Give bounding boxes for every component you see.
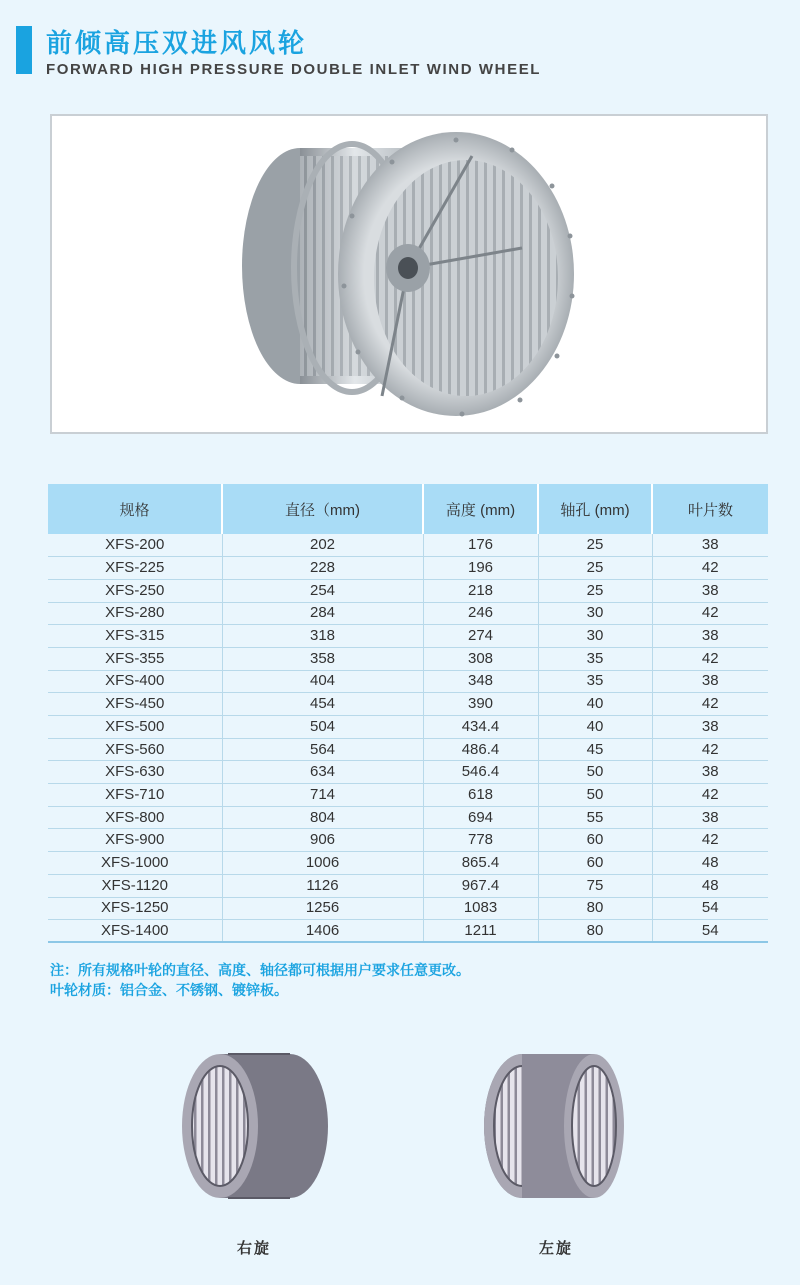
table-row	[48, 829, 768, 852]
table-header-row	[48, 484, 768, 534]
table-cell: 42	[652, 829, 768, 852]
table-cell: 778	[423, 829, 538, 852]
table-cell: 54	[652, 897, 768, 920]
table-row	[48, 647, 768, 670]
table-cell: XFS-1250	[48, 897, 222, 920]
table-cell: 38	[652, 670, 768, 693]
table-cell: XFS-200	[48, 534, 222, 557]
table-cell: 25	[538, 557, 652, 580]
table-cell: 865.4	[423, 852, 538, 875]
table-cell: 274	[423, 625, 538, 648]
spec-table	[48, 484, 768, 943]
table-cell: 42	[652, 693, 768, 716]
table-row	[48, 738, 768, 761]
table-row	[48, 806, 768, 829]
table-cell: 967.4	[423, 874, 538, 897]
table-cell: XFS-355	[48, 647, 222, 670]
table-cell: 25	[538, 534, 652, 557]
table-row	[48, 920, 768, 943]
table-cell: XFS-900	[48, 829, 222, 852]
table-cell: 906	[222, 829, 423, 852]
table-cell: 30	[538, 625, 652, 648]
table-cell: 486.4	[423, 738, 538, 761]
page-title: 前倾高压双进风风轮	[46, 28, 308, 58]
table-cell: XFS-800	[48, 806, 222, 829]
table-cell: 35	[538, 670, 652, 693]
table-cell: 42	[652, 738, 768, 761]
single-wheel-right-icon	[180, 1046, 330, 1206]
wheel-right-label: 右旋	[237, 1240, 272, 1257]
table-cell: 55	[538, 806, 652, 829]
table-cell: 1256	[222, 897, 423, 920]
table-cell: 202	[222, 534, 423, 557]
table-cell: 38	[652, 806, 768, 829]
table-cell: 60	[538, 829, 652, 852]
table-cell: XFS-400	[48, 670, 222, 693]
table-cell: 42	[652, 647, 768, 670]
table-cell: XFS-1400	[48, 920, 222, 943]
table-cell: 40	[538, 716, 652, 739]
table-cell: XFS-710	[48, 784, 222, 807]
table-row	[48, 761, 768, 784]
wheel-left-label: 左旋	[539, 1240, 574, 1257]
table-cell: 196	[423, 557, 538, 580]
table-cell: 1126	[222, 874, 423, 897]
table-cell: XFS-1000	[48, 852, 222, 875]
table-cell: 1083	[423, 897, 538, 920]
note-customization: 注：所有规格叶轮的直径、高度、轴径都可根据用户要求任意更改。	[50, 962, 470, 978]
wheel-left-rotation	[482, 1046, 632, 1206]
table-cell: XFS-225	[48, 557, 222, 580]
table-cell: 504	[222, 716, 423, 739]
table-cell: 42	[652, 557, 768, 580]
table-cell: 1006	[222, 852, 423, 875]
product-photo	[50, 114, 768, 434]
table-cell: 404	[222, 670, 423, 693]
table-cell: 48	[652, 852, 768, 875]
table-cell: 390	[423, 693, 538, 716]
table-cell: 218	[423, 579, 538, 602]
table-cell: 50	[538, 784, 652, 807]
table-cell: 254	[222, 579, 423, 602]
table-cell: XFS-315	[48, 625, 222, 648]
table-cell: XFS-500	[48, 716, 222, 739]
col-header-blades: 叶片数	[652, 484, 768, 534]
title-accent-bar	[16, 26, 32, 74]
table-row	[48, 602, 768, 625]
table-cell: 35	[538, 647, 652, 670]
table-cell: 38	[652, 625, 768, 648]
table-cell: 48	[652, 874, 768, 897]
table-cell: 348	[423, 670, 538, 693]
table-cell: 546.4	[423, 761, 538, 784]
table-row	[48, 693, 768, 716]
table-cell: 80	[538, 920, 652, 943]
table-cell: 176	[423, 534, 538, 557]
table-cell: 38	[652, 761, 768, 784]
table-row	[48, 534, 768, 557]
table-cell: 246	[423, 602, 538, 625]
col-header-diameter: 直径（mm)	[222, 484, 423, 534]
table-cell: 30	[538, 602, 652, 625]
table-cell: XFS-450	[48, 693, 222, 716]
table-cell: 618	[423, 784, 538, 807]
table-row	[48, 625, 768, 648]
table-cell: 50	[538, 761, 652, 784]
table-row	[48, 852, 768, 875]
table-cell: 38	[652, 716, 768, 739]
table-cell: 42	[652, 602, 768, 625]
table-cell: 45	[538, 738, 652, 761]
col-header-bore: 轴孔 (mm)	[538, 484, 652, 534]
table-row	[48, 874, 768, 897]
table-cell: 434.4	[423, 716, 538, 739]
table-cell: 318	[222, 625, 423, 648]
table-row	[48, 579, 768, 602]
wheel-right-rotation	[180, 1046, 330, 1206]
table-cell: 564	[222, 738, 423, 761]
page-subtitle: FORWARD HIGH PRESSURE DOUBLE INLET WIND WHEEL	[46, 61, 542, 78]
table-cell: XFS-250	[48, 579, 222, 602]
table-cell: XFS-630	[48, 761, 222, 784]
table-cell: XFS-1120	[48, 874, 222, 897]
table-cell: 42	[652, 784, 768, 807]
table-cell: 714	[222, 784, 423, 807]
table-cell: XFS-280	[48, 602, 222, 625]
col-header-height: 高度 (mm)	[423, 484, 538, 534]
table-cell: XFS-560	[48, 738, 222, 761]
table-cell: 634	[222, 761, 423, 784]
table-cell: 358	[222, 647, 423, 670]
table-row	[48, 557, 768, 580]
table-row	[48, 897, 768, 920]
table-cell: 40	[538, 693, 652, 716]
table-cell: 38	[652, 534, 768, 557]
table-cell: 454	[222, 693, 423, 716]
table-cell: 284	[222, 602, 423, 625]
single-wheel-left-icon	[482, 1046, 632, 1206]
spec-notes	[50, 960, 470, 1000]
table-cell: 308	[423, 647, 538, 670]
table-cell: 38	[652, 579, 768, 602]
col-header-model: 规格	[48, 484, 222, 534]
table-cell: 25	[538, 579, 652, 602]
double-inlet-wheel-illustration	[52, 116, 766, 432]
table-cell: 80	[538, 897, 652, 920]
note-material: 叶轮材质：铝合金、不锈钢、镀锌板。	[50, 982, 288, 998]
table-cell: 694	[423, 806, 538, 829]
table-cell: 75	[538, 874, 652, 897]
table-cell: 1406	[222, 920, 423, 943]
table-cell: 60	[538, 852, 652, 875]
table-cell: 228	[222, 557, 423, 580]
table-cell: 54	[652, 920, 768, 943]
table-row	[48, 784, 768, 807]
table-cell: 1211	[423, 920, 538, 943]
table-cell: 804	[222, 806, 423, 829]
table-row	[48, 716, 768, 739]
table-row	[48, 670, 768, 693]
